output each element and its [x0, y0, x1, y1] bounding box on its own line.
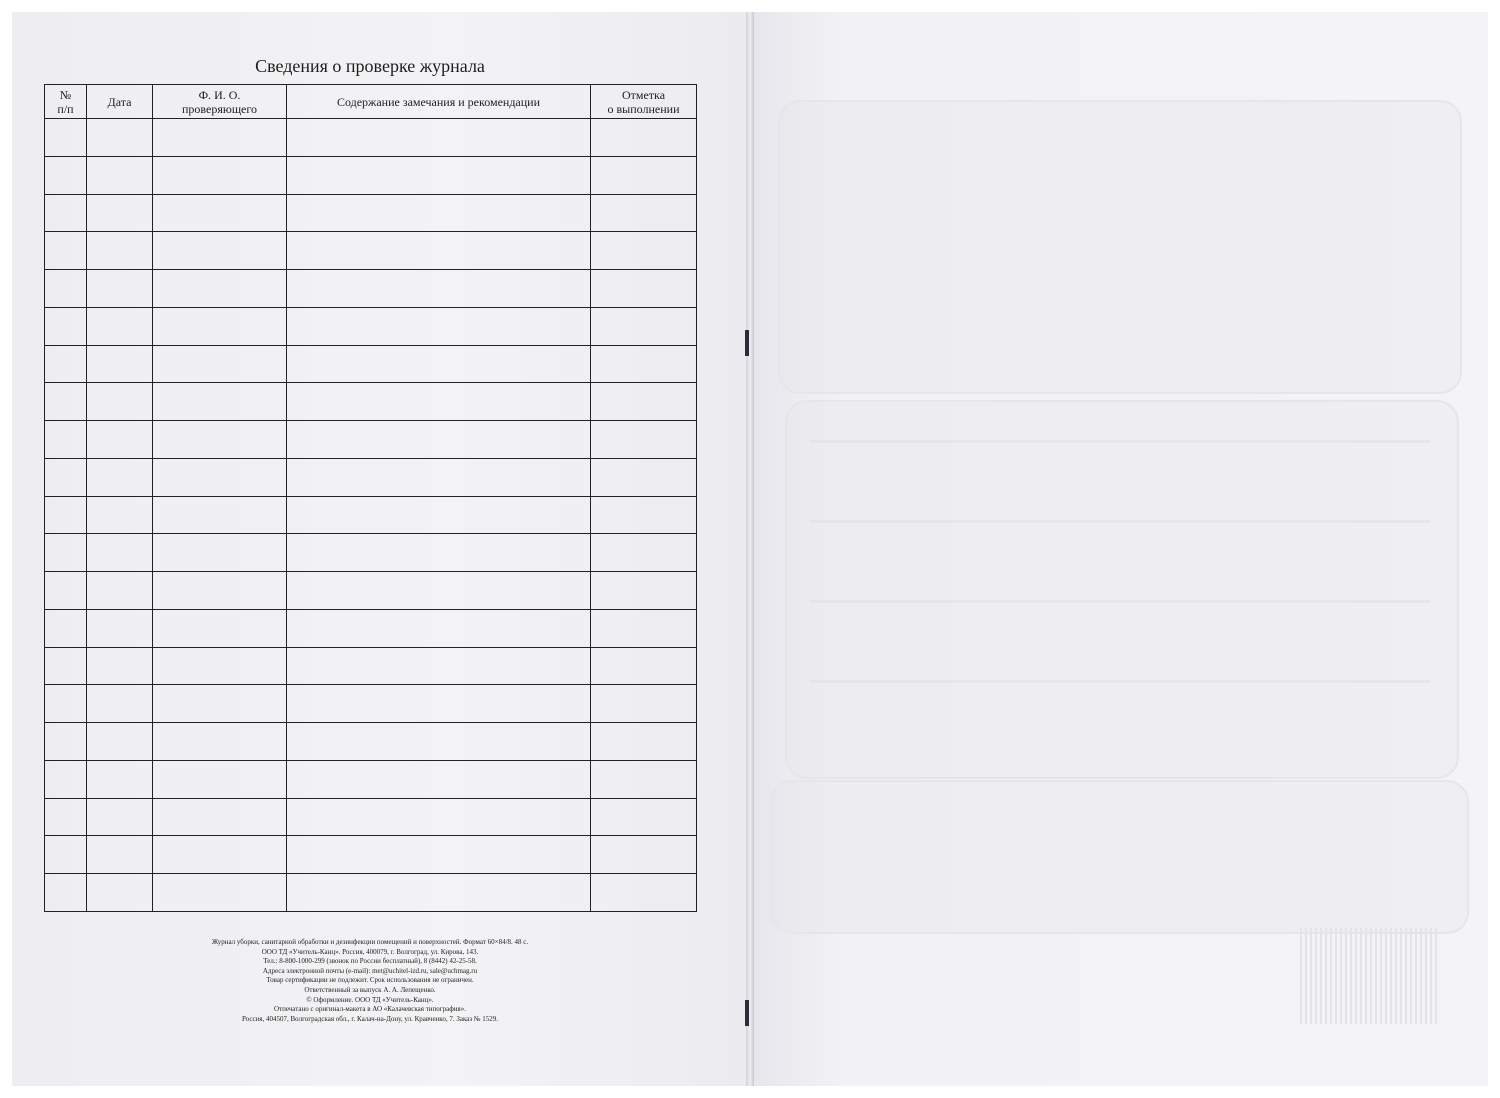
imprint-line: Журнал уборки, санитарной обработки и дезинфекции помещений и поверхностей. Формат 60×84/8. 48 с.	[211, 938, 529, 946]
table-row	[45, 874, 697, 912]
table-cell	[591, 307, 697, 345]
table-row	[45, 232, 697, 270]
table-cell	[45, 194, 87, 232]
imprint-line: Адреса электронной почты (e-mail): met@uchitel-izd.ru, sale@uchmag.ru	[262, 966, 478, 975]
right-page-show-through-line	[810, 520, 1430, 523]
table-cell	[591, 232, 697, 270]
table-cell	[287, 647, 591, 685]
table-body	[45, 119, 697, 912]
header-remarks: Содержание замечания и рекомендации	[287, 85, 591, 119]
table-row	[45, 119, 697, 157]
table-cell	[287, 496, 591, 534]
table-cell	[153, 609, 287, 647]
table-cell	[153, 383, 287, 421]
imprint-line: Отпечатано с оригинал-макета в АО «Калачевская типография».	[273, 1005, 467, 1014]
table-cell	[153, 496, 287, 534]
page-title: Сведения о проверке журнала	[255, 56, 485, 76]
table-cell	[45, 156, 87, 194]
table-cell	[591, 156, 697, 194]
table-cell	[287, 421, 591, 459]
table-cell	[45, 760, 87, 798]
table-row	[45, 194, 697, 232]
table-cell	[287, 307, 591, 345]
table-row	[45, 685, 697, 723]
table-row	[45, 156, 697, 194]
table-cell	[45, 798, 87, 836]
right-page-show-through-line	[810, 600, 1430, 603]
table-row	[45, 307, 697, 345]
table-cell	[87, 534, 153, 572]
table-cell	[591, 534, 697, 572]
table-cell	[45, 458, 87, 496]
table-cell	[287, 270, 591, 308]
table-header-row	[45, 85, 697, 119]
table-cell	[591, 723, 697, 761]
header-number: № п/п	[45, 85, 87, 119]
table-cell	[287, 685, 591, 723]
table-cell	[87, 760, 153, 798]
header-completion-mark: Отметка о выполнении	[591, 85, 697, 119]
table-cell	[45, 307, 87, 345]
table-cell	[287, 572, 591, 610]
table-cell	[591, 496, 697, 534]
table-cell	[591, 609, 697, 647]
table-cell	[87, 496, 153, 534]
table-cell	[87, 874, 153, 912]
table-cell	[87, 685, 153, 723]
table-cell	[153, 685, 287, 723]
table-cell	[591, 647, 697, 685]
table-cell	[591, 119, 697, 157]
table-cell	[287, 383, 591, 421]
table-cell	[287, 798, 591, 836]
table-cell	[153, 647, 287, 685]
table-cell	[87, 798, 153, 836]
table-cell	[287, 609, 591, 647]
table-row	[45, 572, 697, 610]
table-cell	[87, 232, 153, 270]
table-cell	[45, 685, 87, 723]
table-cell	[153, 345, 287, 383]
table-cell	[153, 156, 287, 194]
table-cell	[45, 874, 87, 912]
right-page-show-through-block-1	[778, 100, 1462, 394]
table-cell	[153, 421, 287, 459]
table-row	[45, 723, 697, 761]
table-cell	[87, 345, 153, 383]
table-cell	[45, 647, 87, 685]
table-cell	[153, 270, 287, 308]
table-cell	[287, 345, 591, 383]
imprint-line: Россия, 404507, Волгоградская обл., г. Калач-на-Дону, ул. Кравченко, 7. Заказ № 1529.	[241, 1014, 499, 1023]
table-cell	[45, 383, 87, 421]
table-cell	[287, 874, 591, 912]
imprint-block	[110, 938, 630, 1024]
table-cell	[153, 760, 287, 798]
table-row	[45, 534, 697, 572]
table-cell	[45, 723, 87, 761]
table-row	[45, 609, 697, 647]
table-cell	[591, 194, 697, 232]
inspection-table	[44, 84, 697, 912]
table-cell	[45, 572, 87, 610]
table-cell	[287, 119, 591, 157]
table-cell	[591, 685, 697, 723]
table-cell	[153, 798, 287, 836]
right-page-show-through-line	[810, 680, 1430, 683]
table-row	[45, 270, 697, 308]
table-cell	[591, 836, 697, 874]
table-row	[45, 647, 697, 685]
imprint-line: ООО ТД «Учитель-Канц». Россия, 400079, г. Волгоград, ул. Кирова, 143.	[261, 947, 479, 956]
table-cell	[87, 421, 153, 459]
table-cell	[87, 836, 153, 874]
table-cell	[591, 798, 697, 836]
table-cell	[153, 232, 287, 270]
barcode-show-through	[1300, 928, 1440, 1024]
table-cell	[287, 232, 591, 270]
table-cell	[287, 156, 591, 194]
table-cell	[45, 496, 87, 534]
table-row	[45, 798, 697, 836]
table-cell	[153, 723, 287, 761]
table-cell	[287, 458, 591, 496]
table-cell	[45, 270, 87, 308]
table-row	[45, 421, 697, 459]
table-cell	[153, 874, 287, 912]
right-page-show-through-block-2	[785, 400, 1459, 779]
table-cell	[87, 194, 153, 232]
table-cell	[45, 836, 87, 874]
table-cell	[153, 307, 287, 345]
table-row	[45, 496, 697, 534]
table-cell	[87, 156, 153, 194]
imprint-line: © Оформление. ООО ТД «Учитель-Канц».	[306, 995, 434, 1004]
table-cell	[287, 194, 591, 232]
table-cell	[45, 119, 87, 157]
table-cell	[591, 760, 697, 798]
table-row	[45, 836, 697, 874]
header-date: Дата	[87, 85, 153, 119]
header-inspector-name: Ф. И. О. проверяющего	[153, 85, 287, 119]
table-row	[45, 458, 697, 496]
table-row	[45, 345, 697, 383]
table-cell	[87, 119, 153, 157]
table-cell	[591, 345, 697, 383]
table-cell	[87, 609, 153, 647]
table-cell	[287, 534, 591, 572]
table-cell	[45, 345, 87, 383]
table-cell	[87, 572, 153, 610]
table-cell	[591, 383, 697, 421]
table-cell	[287, 836, 591, 874]
table-cell	[153, 194, 287, 232]
right-page-show-through-line	[810, 440, 1430, 443]
table-cell	[153, 572, 287, 610]
table-cell	[153, 836, 287, 874]
staple-top	[745, 330, 749, 356]
table-cell	[87, 458, 153, 496]
imprint-line: Ответственный за выпуск А. А. Лепещенко.	[304, 985, 436, 994]
table-cell	[591, 458, 697, 496]
table-cell	[87, 307, 153, 345]
table-cell	[45, 232, 87, 270]
table-cell	[45, 609, 87, 647]
table-cell	[153, 534, 287, 572]
spine-fold	[746, 12, 754, 1086]
table-cell	[87, 270, 153, 308]
table-cell	[287, 723, 591, 761]
right-page-show-through-block-3	[770, 780, 1469, 934]
staple-bottom	[745, 1000, 749, 1026]
table-row	[45, 760, 697, 798]
table-cell	[591, 874, 697, 912]
imprint-line: Товар сертификации не подлежит. Срок использования не ограничен.	[266, 976, 474, 985]
table-row	[45, 383, 697, 421]
table-cell	[591, 572, 697, 610]
table-cell	[591, 421, 697, 459]
table-cell	[87, 647, 153, 685]
table-cell	[45, 421, 87, 459]
table-cell	[287, 760, 591, 798]
table-cell	[87, 723, 153, 761]
table-cell	[87, 383, 153, 421]
table-cell	[153, 119, 287, 157]
table-cell	[153, 458, 287, 496]
table-cell	[591, 270, 697, 308]
table-cell	[45, 534, 87, 572]
imprint-line: Тел.: 8-800-1000-299 (звонок по России бесплатный), 8 (8442) 42-25-58.	[263, 957, 477, 966]
